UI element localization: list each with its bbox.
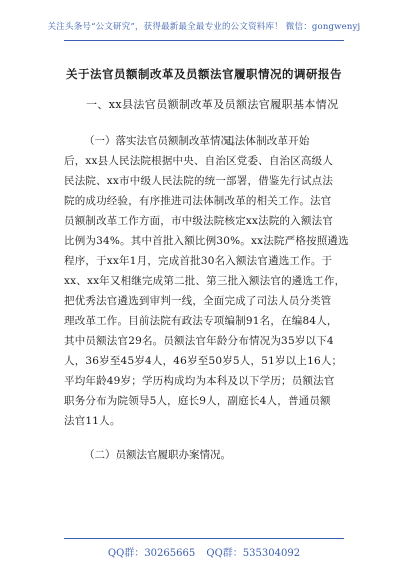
paragraph-line: 程序，于xx年1月，完成首批30名入额法官遴选工作。于 bbox=[64, 255, 333, 267]
footer-divider bbox=[64, 538, 344, 539]
subsection-heading-1: （一）落实法官员额制改革情况。 bbox=[84, 135, 242, 147]
paragraph-line: 其中员额法官29名。员额法官年龄分布情况为35岁以下4 bbox=[64, 335, 334, 347]
paragraph-line: 把优秀法官遴选到审判一线，全面完成了司法人员分类管 bbox=[64, 295, 332, 307]
footer-qq-group-2: QQ群：535304092 bbox=[206, 548, 301, 559]
paragraph-line: 职务分布为院领导5人，庭长9人，副庭长4人，普通员额 bbox=[64, 395, 331, 407]
paragraph-line: 员额制改革工作方面，市中级法院核定xx法院的入额法官 bbox=[64, 215, 334, 227]
paragraph-line: 司法体制改革开始 bbox=[224, 135, 310, 147]
header-promo-note: 关注头条号“公文研究”，获得最新最全最专业的公文资料库！ 微信：gongwenyj bbox=[47, 22, 361, 32]
paragraph-line: 比例为34%。其中首批入额比例30%。xx法院严格按照遴选 bbox=[64, 235, 349, 247]
paragraph-line: 后，xx县人民法院根据中央、自治区党委、自治区高级人 bbox=[64, 155, 334, 167]
paragraph-line: 人，36岁至45岁4人，46岁至50岁5人，51岁以上16人； bbox=[64, 355, 343, 367]
footer-qq-group-1: QQ群：30265665 bbox=[107, 548, 196, 559]
footer-contact bbox=[0, 544, 408, 559]
paragraph-line: xx、xx年又相继完成第二批、第三批入额法官的遴选工作， bbox=[64, 275, 346, 287]
paragraph-line: 院的成功经验，有序推进司法体制改革的相关工作。法官 bbox=[64, 195, 332, 207]
section-heading: 一、xx县法官员额制改革及员额法官履职基本情况 bbox=[86, 98, 339, 111]
paragraph-line: 民法院、xx市中级人民法院的统一部署，借鉴先行试点法 bbox=[64, 175, 334, 187]
subsection-heading-2: （二）员额法官履职办案情况。 bbox=[84, 449, 231, 461]
paragraph-line: 平均年龄49岁；学历构成均为本科及以下学历；员额法官 bbox=[64, 375, 335, 387]
paragraph-line: 法官11人。 bbox=[64, 415, 121, 427]
header-divider bbox=[64, 40, 344, 41]
paragraph-line: 理改革工作。目前法院有政法专项编制91名，在编84人， bbox=[64, 315, 338, 327]
document-title: 关于法官员额制改革及员额法官履职情况的调研报告 bbox=[66, 67, 342, 81]
